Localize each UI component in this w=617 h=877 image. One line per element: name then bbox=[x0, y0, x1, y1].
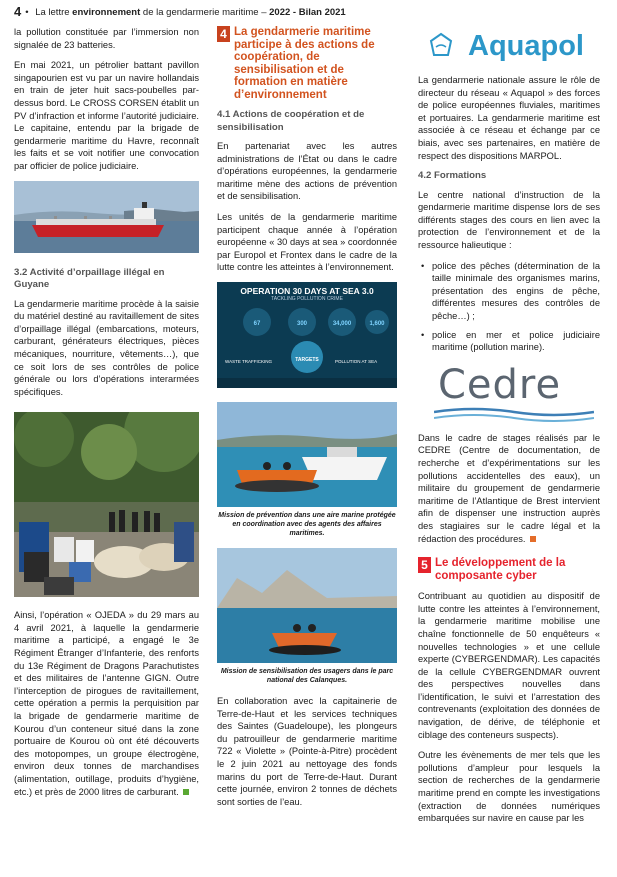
boats-photo bbox=[217, 402, 397, 507]
cedre-logo bbox=[418, 362, 600, 426]
section-5-header bbox=[418, 557, 600, 582]
header-dash: – bbox=[261, 7, 267, 18]
aquapol-wordmark: Aquapol bbox=[468, 30, 584, 62]
cedre-wordmark: Cedre bbox=[438, 361, 562, 408]
section-4-header bbox=[217, 26, 397, 101]
paragraph-text: Ainsi, l’opération « OJEDA » du 29 mars au 4 avril 2021, à laquelle la gendarmerie maritime a participé, a engagé le 3e Régiment Étranger d’Infanterie, des renforts du 13e Régiment de Dragons Parachutistes et des militaires de l’antenne GIGN. Outre l’interception de pirogues de ravitaillement, cette opération a permis la perquisition par la brigade de gendarmerie maritime de Kourou d’un conteneur situé dans la zone portuaire de Kourou où ont été découverts des motopompes, un groupe électrogène, environ deux tonnes de marchandises (alimentation, outillage, produits d’hygiène, etc.) et près de 2000 litres de carburant. bbox=[14, 610, 199, 797]
section-title: La gendarmerie maritime participe à des actions de coopération, de sensibilisation et de formation en matière d’environnement bbox=[234, 26, 375, 101]
stat-3: 34,000 bbox=[332, 320, 352, 327]
operation-infographic bbox=[217, 282, 397, 388]
cedre-wave-icon bbox=[434, 406, 594, 422]
tanker-photo bbox=[14, 181, 199, 253]
paragraph: Les unités de la gendarmerie maritime participent chaque année à l’opération européenne « 30 days at sea » coordonnée par Europol et Frontex dans le cadre de la lutte contre les atteintes à l’environnement. bbox=[217, 211, 397, 273]
paragraph-text: Dans le cadre de stages réalisés par le CEDRE (Centre de documentation, de recherche et d’expérimentations sur les pollutions accidentelles des eaux), un militaire du groupement de gendarmerie maritime de l’Atlantique de Brest intervient afin de dispenser une instruction auprès des stagiaires sur le cadre légal et la rédaction des procédures. bbox=[418, 432, 600, 544]
bullet-list bbox=[418, 260, 600, 354]
section-title: Le développement de la composante cyber bbox=[435, 557, 566, 582]
end-mark bbox=[530, 536, 536, 542]
list-item: • police en mer et police judiciaire maritime (pollution marine). bbox=[432, 329, 600, 354]
stat-4: 1,600 bbox=[369, 320, 385, 327]
end-mark bbox=[183, 789, 189, 795]
column-right bbox=[418, 26, 600, 833]
paragraph: Le centre national d’instruction de la gendarmerie maritime dispense lors de ses différents stages des cours en lien avec la protection de l’environnement et de la ressource halieutique : bbox=[418, 189, 600, 251]
paragraph: La gendarmerie nationale assure le rôle de directeur du réseau « Aquapol » des forces de police européennes fluviales, maritimes et portuaires. La gendarmerie maritime est associée à ce réseau et échange par ce biais, avec ses partenaires, en matière de respect des dispositions MARPOL. bbox=[418, 75, 600, 161]
infographic-targets: TARGETS bbox=[295, 356, 319, 363]
calanques-photo bbox=[217, 548, 397, 663]
page-header bbox=[14, 4, 604, 20]
paragraph: Outre les évènements de mer tels que les pollutions d’ampleur pour lesquels la section de recherches de la gendarmerie maritime prend en compte les investigations (extraction de données numériques embarquées sur navire en cause par les bbox=[418, 750, 600, 824]
stat-2: 300 bbox=[296, 320, 307, 327]
header-post: de la gendarmerie maritime bbox=[142, 7, 259, 18]
header-bold: environnement bbox=[72, 7, 141, 18]
header-bullet: • bbox=[25, 7, 29, 18]
infographic-pollution: POLLUTION AT SEA bbox=[335, 358, 378, 364]
paragraph: La gendarmerie maritime procède à la saisie du matériel destiné au ravitaillement de sites d’orpaillage illégal (embarcations, moteurs, carburant, générateurs électriques, pièces mécaniques, nourriture, vêtements…), que ce soit lors de ses contrôles de police générale ou lors d’opérations interarmées spécifiques. bbox=[14, 298, 199, 397]
header-pre: La lettre bbox=[35, 7, 70, 18]
paragraph: En mai 2021, un pétrolier battant pavillon singapourien est vu par un navire hollandais en train de jeter huit sacs-poubelles par-dessus bord. Le CROSS CORSEN établit un PV d’infraction et informe l’autorité judiciaire. Le capitaine, entendu par la brigade de gendarmerie maritime du Havre, reconnaît les faits et se voit notifier une convocation par officier de police judiciaire. bbox=[14, 60, 199, 171]
paragraph: En collaboration avec la capitainerie de Terre-de-Haut et les services techniques des Saintes (Guadeloupe), les plongeurs du patrouilleur de gendarmerie maritime 722 « Violette » (Pointe-à-Pitre) procèdent le 2 juin 2021 au nettoyage des fonds marins du port de Terre-de-Haut. Durant cette journée, environ 2 tonnes de déchets sont sorties de l’eau. bbox=[217, 695, 397, 807]
infographic-subtitle: TACKLING POLLUTION CRIME bbox=[271, 295, 343, 302]
paragraph: En partenariat avec les autres administrations de l’État ou dans le cadre d’opérations européennes, la gendarmerie maritime mène des actions de prévention et de sensibilisation. bbox=[217, 141, 397, 202]
aquapol-logo bbox=[418, 28, 600, 66]
stat-1: 67 bbox=[253, 320, 261, 327]
infographic-waste: WASTE TRAFFICKING bbox=[225, 358, 273, 364]
page-number: 4 bbox=[14, 4, 22, 19]
section-4-1-heading: 4.1 Actions de coopération et de sensibilisation bbox=[217, 109, 365, 133]
section-4-2-heading: 4.2 Formations bbox=[418, 170, 487, 182]
paragraph bbox=[14, 609, 199, 798]
seized-equipment-photo bbox=[14, 412, 199, 597]
paragraph: Contribuant au quotidien au dispositif de lutte contre les atteintes à l’environnement, la gendarmerie maritime mobilise une chaîne fonctionnelle de 50 enquêteurs « nouvelles technologies » et une cellule experte (CYBERGENDMAR). Les capacités de la cellule CYBERGENDMAR ouvrent des perspectives nouvelles dans l’identification, le suivi et l’arrestation des contrevenants (exploitation des données de navigation, de dérive, de téléphonie et ciblage des conteneurs suspects). bbox=[418, 591, 600, 740]
section-number: 5 bbox=[418, 557, 431, 573]
infographic-title: OPERATION 30 DAYS AT SEA 3.0 bbox=[240, 285, 374, 296]
list-item: • police des pêches (détermination de la taille minimale des organismes marins, présentation des engins de pêche, différentes mesures des contrôles de pêche…) ; bbox=[432, 260, 600, 323]
section-number: 4 bbox=[217, 26, 230, 42]
paragraph bbox=[418, 432, 600, 545]
column-left bbox=[14, 26, 199, 806]
section-3-2-heading: 3.2 Activité d’orpaillage illégal en Guyane bbox=[14, 266, 165, 291]
header-year: 2022 - Bilan 2021 bbox=[269, 7, 346, 18]
photo-caption: Mission de prévention dans une aire marine protégée en coordination avec des agents des affaires maritimes. bbox=[218, 511, 396, 537]
paragraph: la pollution constituée par l’immersion non signalée de 23 batteries. bbox=[14, 27, 199, 50]
column-middle bbox=[217, 26, 397, 816]
aquapol-shield-icon bbox=[428, 32, 454, 58]
photo-caption: Mission de sensibilisation des usagers dans le parc national des Calanques. bbox=[220, 667, 394, 684]
